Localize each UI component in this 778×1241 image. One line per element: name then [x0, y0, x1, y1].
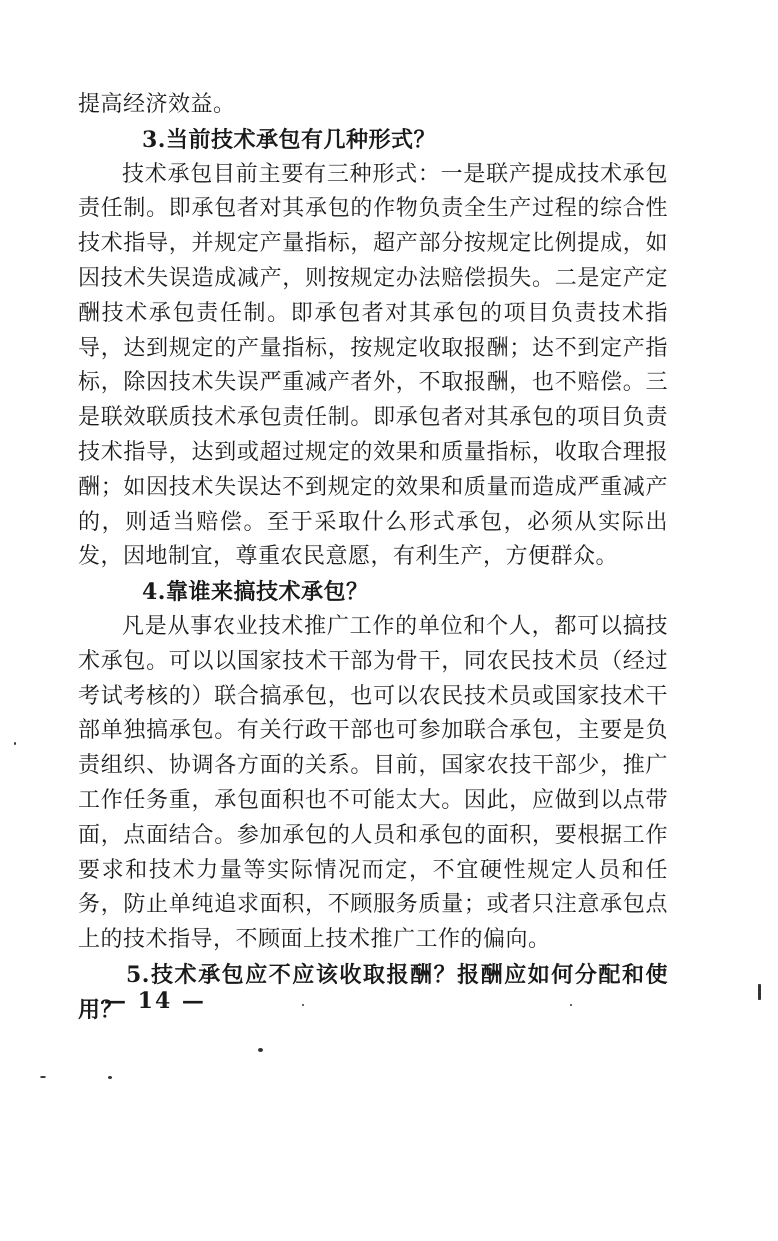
question-heading — [78, 575, 668, 610]
text-line: 技术承包目前主要有三种形式：一是联产提成技术承包 — [122, 161, 668, 187]
text-line: 标，除因技术失误严重减产者外，不取报酬，也不赔偿。三 — [78, 370, 668, 396]
text-line: 工作任务重，承包面积也不可能太大。因此，应做到以点带 — [78, 787, 668, 813]
text-line: 部单独搞承包。有关行政干部也可参加联合承包，主要是负 — [78, 718, 668, 744]
text-line: 要求和技术力量等实际情况而定，不宜硬性规定人员和任 — [78, 857, 668, 883]
heading-line: 4.靠谁来搞技术承包？ — [142, 579, 369, 606]
text-line: 务，防止单纯追求面积，不顾服务质量；或者只注意承包点 — [78, 892, 668, 918]
text-line: 是联效联质技术承包责任制。即承包者对其承包的项目负责 — [78, 405, 668, 431]
text-line: 技术指导，达到或超过规定的效果和质量指标，收取合理报 — [78, 439, 668, 465]
body-text — [78, 88, 668, 1028]
text-line: 上的技术指导，不顾面上技术推广工作的偏向。 — [78, 927, 551, 953]
text-line: 发，因地制宜，尊重农民意愿，有利生产，方便群众。 — [78, 544, 619, 570]
scan-speck — [108, 1076, 112, 1079]
heading-line: 3.当前技术承包有几种形式？ — [142, 126, 436, 153]
text-line: 面，点面结合。参加承包的人员和承包的面积，要根据工作 — [78, 822, 668, 848]
scan-speck — [40, 1076, 46, 1078]
scan-speck — [302, 1004, 304, 1006]
text-line: 术承包。可以以国家技术干部为骨干，同农民技术员（经过 — [78, 648, 668, 674]
paragraph — [78, 88, 668, 123]
text-line: 责任制。即承包者对其承包的作物负责全生产过程的综合性 — [78, 196, 668, 222]
scan-speck — [14, 742, 16, 745]
text-line: 责组织、协调各方面的关系。目前，国家农技干部少，推广 — [78, 753, 668, 779]
text-line: 酬；如因技术失误达不到规定的效果和质量而造成严重减产 — [78, 474, 668, 500]
heading-line: 用？ — [78, 996, 124, 1023]
scan-speck — [758, 984, 761, 1000]
text-line: 因技术失误造成减产，则按规定办法赔偿损失。二是定产定 — [78, 265, 668, 291]
text-line: 酬技术承包责任制。即承包者对其承包的项目负责技术指 — [78, 300, 668, 326]
text-line: 凡是从事农业技术推广工作的单位和个人，都可以搞技 — [122, 613, 668, 639]
question-heading — [78, 123, 668, 158]
text-line: 的，则适当赔偿。至于采取什么形式承包，必须从实际出 — [78, 509, 668, 535]
text-line: 提高经济效益。 — [78, 92, 236, 117]
text-line: 考试考核的）联合搞承包，也可以农民技术员或国家技术干 — [78, 683, 668, 709]
page-number: — 14 — — [104, 988, 206, 1014]
text-line: 导，达到规定的产量指标，按规定收取报酬；达不到定产指 — [78, 335, 668, 361]
paragraph — [78, 610, 668, 958]
scan-speck — [258, 1048, 263, 1052]
text-line: 技术指导，并规定产量指标，超产部分按规定比例提成，如 — [78, 231, 668, 257]
paragraph — [78, 158, 668, 576]
scan-speck — [570, 1004, 572, 1006]
heading-line: 5.技术承包应不应该收取报酬？报酬应如何分配和使 — [126, 961, 668, 988]
